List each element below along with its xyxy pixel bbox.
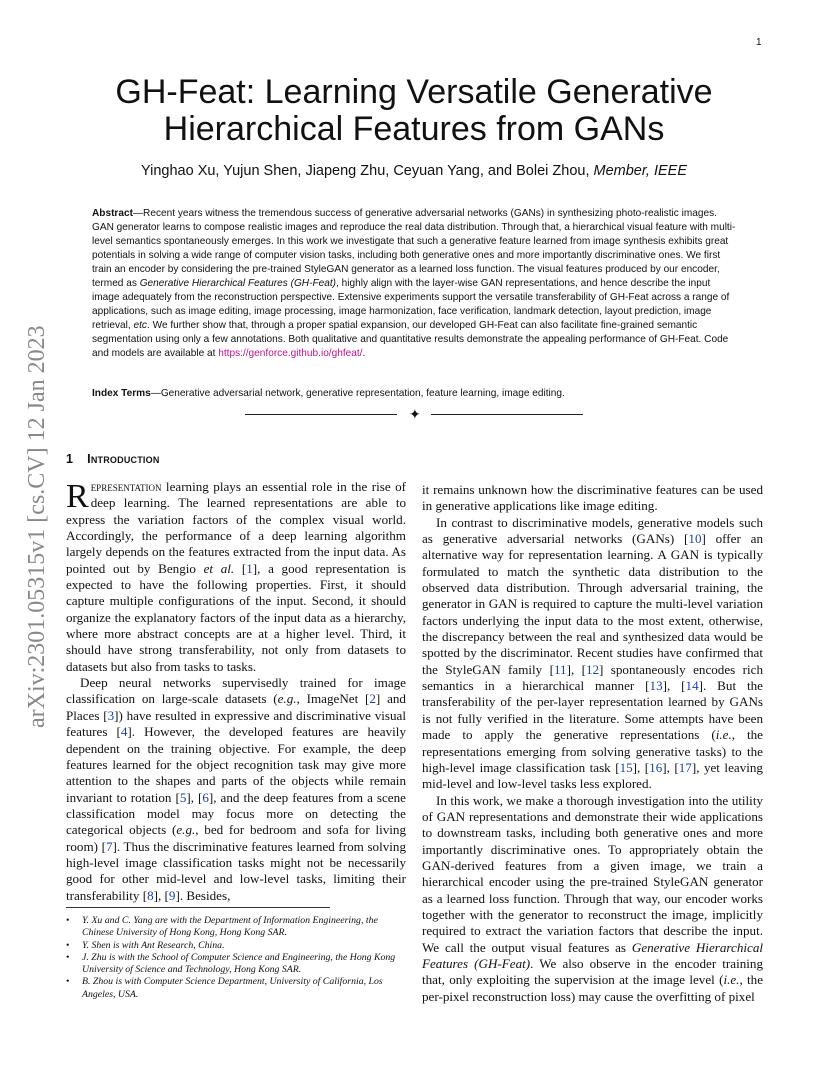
citation-link[interactable]: 5 — [179, 789, 187, 805]
index-terms — [92, 388, 736, 399]
paragraph — [66, 479, 406, 675]
author-names: Yinghao Xu, Yujun Shen, Jiapeng Zhu, Ceyuan Yang, and Bolei Zhou, — [140, 163, 590, 179]
text: ], a good representation is expected to have the following properties. First, it should capture multiple configurations of the input. Second, it should organize the explanatory factors of the input data as a hierarchy, where more abstract concepts are at a higher level. Third, it should have strong transferability, not only from datasets to datasets but also from tasks to tasks. — [66, 560, 406, 674]
title-line-1: GH-Feat: Learning Versatile Generative — [115, 73, 713, 111]
separator-diamond-icon: ✦ — [409, 407, 421, 423]
text: ], [ — [153, 887, 169, 903]
right-column — [422, 482, 763, 1005]
text: ] and Places [ — [66, 691, 406, 723]
author-list — [80, 163, 748, 179]
abstract-term: Generative Hierarchical Features (GH-Feat) — [139, 278, 337, 289]
paper-title — [80, 74, 748, 147]
smallcaps-text: epresentation — [90, 479, 162, 494]
text: Deep neural networks supervisedly trained for image classification on large-scale datasets ( — [66, 675, 406, 707]
text: i.e. — [715, 727, 732, 743]
footnote-item: • B. Zhou is with Computer Science Department, University of California, Los Angeles, USA. — [66, 976, 406, 1001]
title-line-2: Hierarchical Features from GANs — [163, 109, 665, 148]
footnote-item: • J. Zhu is with the School of Computer Science and Engineering, the Hong Kong University of Science and Technology, Hong Kong SAR. — [66, 952, 406, 977]
citation-link[interactable]: 11 — [553, 661, 567, 677]
section-number: 1 — [66, 452, 74, 466]
section-heading — [66, 452, 160, 466]
text: In contrast to discriminative models, generative models such as generative adversarial networks (GANs) [ — [422, 514, 763, 547]
citation-link[interactable]: 15 — [619, 759, 633, 775]
text: ]. Besides, — [175, 887, 231, 903]
text: ]) have resulted in expressive and discriminative visual features [ — [66, 707, 406, 740]
text: et al. — [203, 560, 235, 576]
text: i.e. — [723, 972, 740, 988]
index-terms-label: Index Terms — [92, 388, 151, 399]
section-title: Introduction — [87, 452, 160, 466]
abstract-etc: etc — [133, 320, 147, 331]
paragraph — [66, 675, 406, 904]
text: ]. However, the developed features are heavily dependent on the training objective. For example, the deep features learned for the object recognition task may give more attention to the shapes and parts of the objects while remain invariant to rotation [ — [66, 724, 406, 805]
citation-link[interactable]: 7 — [105, 838, 113, 854]
abstract-text: —Recent years witness the tremendous success of generative adversarial networks (GANs) in synthesizing photo-realistic images. GAN generator learns to compose realistic images and reproduce the real data distribution. Through that, a hierarchical visual feature with multi-level semantics spontaneously emerges. In this work we investigate that such a generative feature learned from image synthesis exhibits great potentials in solving a wide range of computer vision tasks, including both generative ones and more importantly discriminative ones. We first train an encoder by considering the pre-trained StyleGAN generator as a learned loss function. The visual features produced by our encoder, termed as — [92, 208, 736, 289]
text: ] spontaneously encodes rich semantics in a hierarchical manner [ — [422, 661, 763, 694]
abstract-text: . — [362, 348, 366, 359]
text: ] offer an alternative way for representation learning. A GAN is typically formulated to match the synthetic data distribution to the observed data distribution. Through adversarial training, the generator in GAN is required to capture the multi-level variation factors underlying the input data to the most extent, otherwise, the discrepancy between the real and synthesized data would be spotted by the discriminator. Recent studies have confirmed that the StyleGAN family [ — [422, 531, 763, 677]
text: ], [ — [186, 789, 203, 805]
text: ]. Thus the discriminative features learned from solving high-level image classification tasks might not be necessarily good for other mid-level and low-level tasks, limiting their transferability [ — [66, 838, 407, 903]
citation-link[interactable]: 9 — [168, 887, 176, 903]
text: , ImageNet [ — [296, 691, 370, 707]
text: , the representations emerging from solving generative tasks) to the high-level image classification task [ — [422, 727, 763, 775]
drop-cap: R — [66, 478, 89, 515]
section-separator — [245, 406, 583, 424]
text: ], [ — [662, 759, 679, 775]
footnote-item: • Y. Xu and C. Yang are with the Department of Information Engineering, the Chinese University of Hong Kong, Hong Kong SAR. — [66, 915, 406, 940]
abstract-text: . We further show that, through a proper spatial expansion, our developed GH-Feat can also facilitate fine-grained semantic segmentation using only a few annotations. Both qualitative and quantitative results demonstrate the appealing performance of GH-Feat. Code and models are available at — [92, 320, 729, 359]
citation-link[interactable]: 14 — [685, 678, 699, 694]
separator-line — [431, 414, 583, 415]
text: [ — [234, 560, 247, 576]
code-link[interactable]: https://genforce.github.io/ghfeat/ — [218, 348, 363, 359]
text: ], and the deep features from a scene classification model may focus more on detecting the categorical objects ( — [66, 789, 406, 838]
text: ]. But the transferability of the per-layer representation learned by GANs is not fully verified in the literature. Some attempts have been made to apply the generative representations ( — [422, 678, 763, 743]
text: , the per-pixel reconstruction loss) may cause the overfitting of pixel — [422, 972, 764, 1004]
text: . We also observe in the encoder training that, only exploiting the supervision at the image level ( — [422, 955, 763, 988]
citation-link[interactable]: 1 — [246, 560, 253, 576]
citation-link[interactable]: 13 — [649, 678, 663, 694]
arxiv-stamp — [25, 298, 49, 728]
left-column — [66, 479, 406, 904]
paragraph: it remains unknown how the discriminative features can be used in generative applications like image editing. — [422, 482, 763, 514]
arxiv-stamp-text: arXiv:2301.05315v1 [cs.CV] 12 Jan 2023 — [24, 325, 50, 728]
abstract — [92, 207, 736, 361]
text: e.g. — [176, 822, 196, 838]
abstract-text: , highly align with the layer-wise GAN representations, and hence describe the input image adequately from the reconstruction perspective. Extensive experiments support the versatile transferability of GH-Feat across a range of applications, such as image editing, image processing, image harmonization, face verification, landmark detection, layout prediction, image retrieval, — [92, 278, 730, 331]
citation-link[interactable]: 6 — [202, 789, 209, 805]
text: ], [ — [566, 661, 586, 677]
index-terms-text: —Generative adversarial network, generative representation, feature learning, image editing. — [150, 388, 565, 399]
text: In this work, we make a thorough investigation into the utility of GAN representations and demonstrate their wide applications to downstream tasks, including both generative ones and more importantly discriminative ones. To appropriately obtain the GAN-derived features from a given image, we train a hierarchical encoder using the pre-trained StyleGAN generator as a learned loss function. Through that way, our encoder works together with the generator to reconstruct the image, implicitly required to extract the variation factors that describe the input. We call the output visual features as — [422, 792, 763, 955]
text: , bed for bedroom and sofa for living room) [ — [66, 822, 406, 854]
citation-link[interactable]: 17 — [678, 759, 692, 775]
paragraph — [422, 793, 763, 1005]
citation-link[interactable]: 2 — [369, 691, 376, 707]
citation-link[interactable]: 12 — [585, 661, 600, 677]
abstract-label: Abstract — [92, 208, 133, 219]
text: Generative Hierarchical Features (GH-Feat) — [422, 939, 763, 971]
text: ], [ — [632, 759, 650, 775]
page-number: 1 — [756, 37, 762, 48]
footnote-rule — [66, 907, 330, 908]
text: learning plays an essential role in the rise of deep learning. The learned representations are able to express the variation factors of the complex visual world. Accordingly, the performance of a deep learning algorithm largely depends on the features extracted from the input data. As pointed out by Bengio — [66, 479, 406, 576]
paragraph — [422, 515, 763, 793]
separator-line — [245, 414, 397, 415]
citation-link[interactable]: 16 — [649, 759, 663, 775]
citation-link[interactable]: 3 — [107, 707, 115, 723]
citation-link[interactable]: 4 — [120, 724, 128, 740]
footnotes — [66, 915, 406, 1001]
text: ], [ — [662, 678, 686, 694]
citation-link[interactable]: 10 — [688, 531, 702, 547]
citation-link[interactable]: 8 — [147, 887, 154, 903]
author-membership: Member, IEEE — [593, 163, 687, 179]
text: e.g. — [277, 691, 297, 707]
text: ], yet leaving mid-level and low-level tasks less explored. — [422, 759, 763, 792]
footnote-item: • Y. Shen is with Ant Research, China. — [66, 940, 406, 952]
